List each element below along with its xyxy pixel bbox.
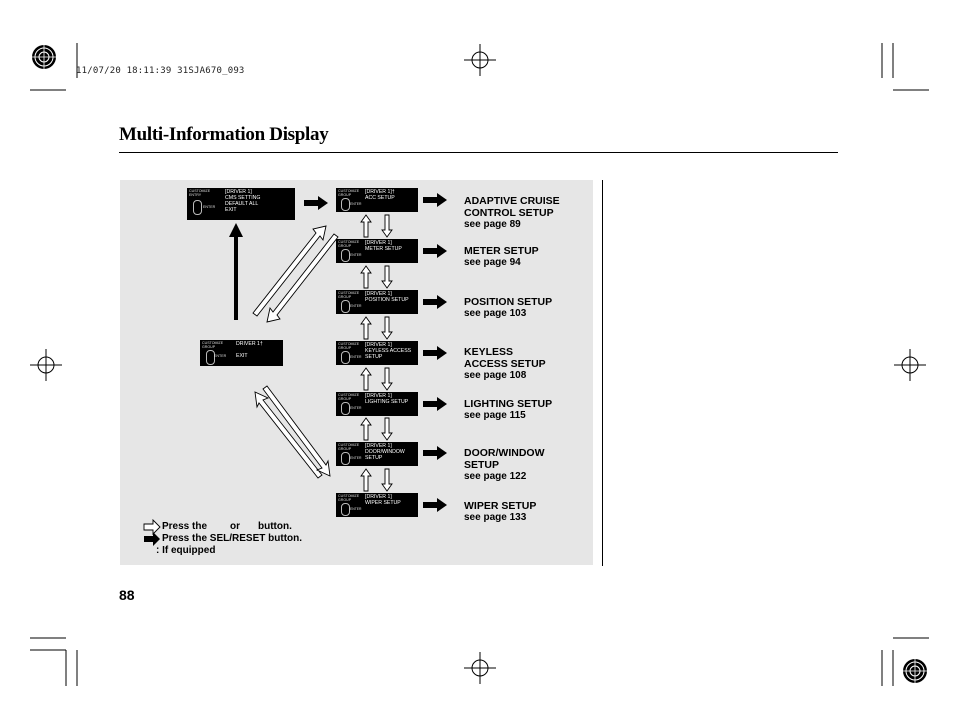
- label-position: [464, 296, 552, 320]
- screen-enter-label: ENTER: [350, 507, 362, 511]
- right-arrow-icon: [423, 295, 447, 309]
- setup-name: METER SETUP: [464, 245, 539, 257]
- right-arrow-icon: [423, 193, 447, 207]
- screen-enter-label: ENTER: [214, 354, 227, 358]
- right-arrow-icon: [423, 446, 447, 460]
- screen-group-label: CUSTOMIZE GROUP: [338, 494, 360, 502]
- screen-enter-label: ENTER: [350, 456, 362, 460]
- legend-press-updown: Press the: [162, 521, 208, 532]
- see-page-link[interactable]: see page 108: [464, 370, 527, 381]
- right-arrow-icon: [304, 196, 328, 210]
- screen-group-label: CUSTOMIZE GROUP: [338, 393, 360, 401]
- screen-enter-label: ENTER: [350, 202, 362, 206]
- label-meter: [464, 245, 539, 269]
- up-down-arrows-icon: [361, 215, 392, 491]
- setup-name: WIPER SETUP: [464, 500, 537, 512]
- screen-group-label: CUSTOMIZE GROUP: [338, 443, 360, 451]
- screen-menu-text: [DRIVER 1] LIGHTING SETUP: [365, 393, 409, 405]
- screen-group-label: CUSTOMIZE GROUP: [338, 189, 360, 197]
- page-title: Multi-Information Display: [119, 124, 329, 145]
- screen-group-label: CUSTOMIZE ENTRY: [189, 189, 211, 197]
- label-adaptive-cruise: [464, 195, 560, 231]
- legend-button: button.: [258, 521, 292, 532]
- screen-menu-text: [DRIVER 1] METER SETUP: [365, 240, 402, 252]
- label-door-window: [464, 447, 545, 483]
- legend-if-equipped: : If equipped: [156, 545, 216, 556]
- hollow-arrow-legend-icon: [144, 520, 160, 534]
- diagonal-arrows-icon: [253, 226, 338, 322]
- screen-menu-text: [DRIVER 1] POSITION SETUP: [365, 291, 409, 303]
- right-arrow-icon: [423, 498, 447, 512]
- label-lighting: [464, 398, 552, 422]
- page-number: 88: [119, 587, 135, 603]
- solid-up-arrow-icon: [229, 223, 243, 320]
- right-arrow-icon: [423, 346, 447, 360]
- legend-press-sel: Press the SEL/RESET button.: [162, 533, 303, 544]
- screen-menu-text: DRIVER 1† EXIT: [236, 341, 263, 359]
- screen-group-label: CUSTOMIZE GROUP: [338, 240, 360, 248]
- setup-name: ADAPTIVE CRUISE CONTROL SETUP: [464, 195, 560, 219]
- setup-name: POSITION SETUP: [464, 296, 553, 308]
- see-page-link[interactable]: see page 115: [464, 410, 526, 421]
- solid-arrow-legend-icon: [144, 532, 160, 546]
- screen-group-label: CUSTOMIZE GROUP: [202, 341, 224, 349]
- label-wiper: [464, 500, 536, 524]
- screen-enter-label: ENTER: [350, 406, 362, 410]
- setup-name: LIGHTING SETUP: [464, 398, 553, 410]
- screen-group-label: CUSTOMIZE GROUP: [338, 342, 360, 350]
- see-page-link[interactable]: see page 133: [464, 512, 527, 523]
- screen-menu-text: [DRIVER 1]† ACC SETUP: [365, 189, 395, 201]
- label-keyless: [464, 346, 546, 382]
- screen-menu-text: [DRIVER 1] DOOR/WINDOW SETUP: [365, 443, 405, 461]
- screen-enter-label: ENTER: [350, 253, 362, 257]
- see-page-link[interactable]: see page 103: [464, 308, 527, 319]
- right-arrow-icon: [423, 244, 447, 258]
- see-page-link[interactable]: see page 122: [464, 471, 527, 482]
- right-arrow-icon: [423, 397, 447, 411]
- print-stamp: 11/07/20 18:11:39 31SJA670_093: [76, 66, 245, 76]
- screen-group-label: CUSTOMIZE GROUP: [338, 291, 360, 299]
- screen-menu-text: [DRIVER 1] WIPER SETUP: [365, 494, 401, 506]
- legend-or: or: [230, 521, 240, 532]
- see-page-link[interactable]: see page 94: [464, 257, 521, 268]
- setup-name: DOOR/WINDOW SETUP: [464, 447, 545, 471]
- screen-enter-label: ENTER: [350, 355, 362, 359]
- setup-name: KEYLESS ACCESS SETUP: [464, 346, 546, 370]
- screen-enter-label: ENTER: [350, 304, 362, 308]
- screen-menu-text: [DRIVER 1] KEYLESS ACCESS SETUP: [365, 342, 412, 360]
- diagonal-arrows-icon: [255, 386, 330, 478]
- see-page-link[interactable]: see page 89: [464, 219, 521, 230]
- screen-menu-text: [DRIVER 1] CMS SETTING DEFAULT ALL EXIT: [225, 189, 261, 213]
- screen-enter-label: ENTER: [203, 205, 216, 209]
